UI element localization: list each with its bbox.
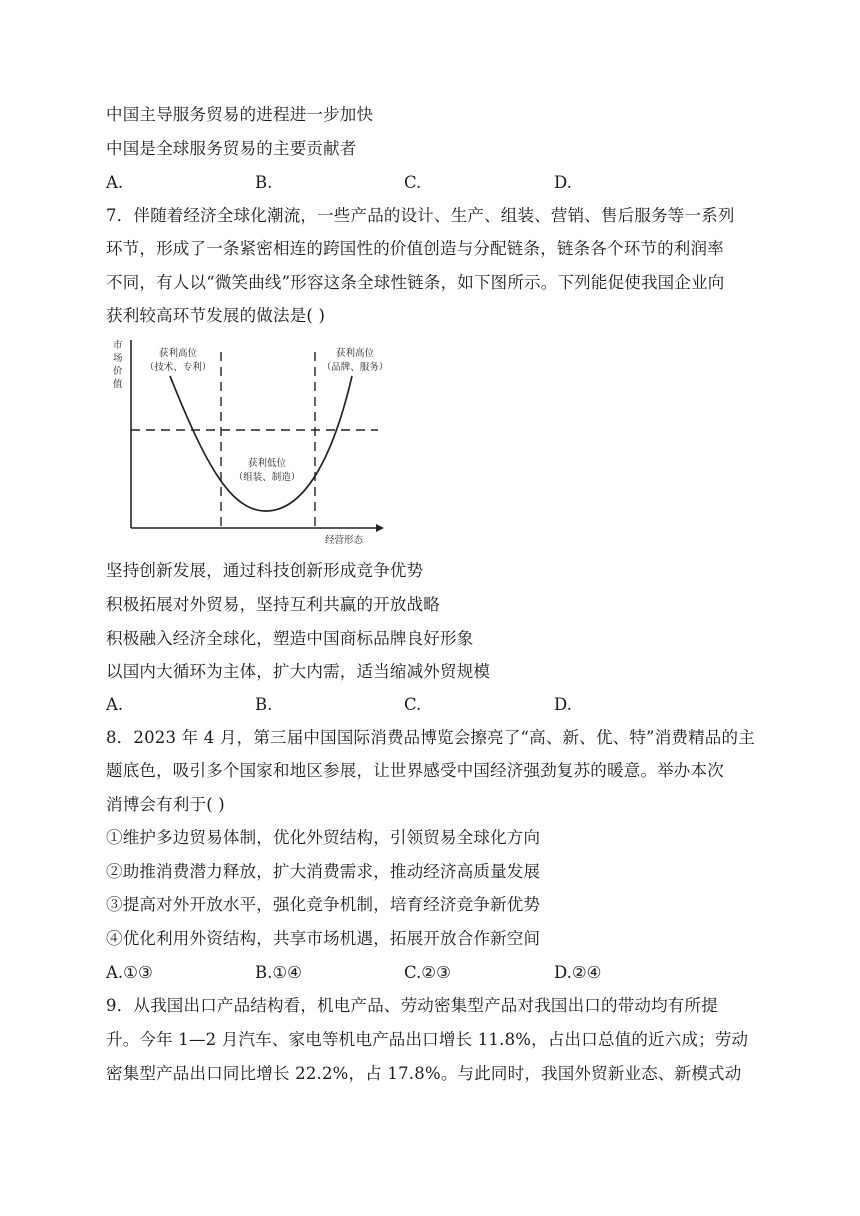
mid-low-sub: （组装、制造） bbox=[233, 472, 301, 483]
q8-stem-line-3: 消博会有利于( ) bbox=[106, 795, 225, 814]
q8-option-b: B.①④ bbox=[255, 963, 302, 982]
q6-item-3: 中国主导服务贸易的进程进一步加快 bbox=[106, 105, 374, 124]
q7-option-a: A. bbox=[106, 695, 124, 714]
q9-stem-line-3: 密集型产品出口同比增长 22.2%，占 17.8%。与此同时，我国外贸新业态、新模式动 bbox=[106, 1064, 742, 1083]
x-axis-label: 经营形态 bbox=[324, 535, 364, 546]
q7-stem-line-3: 不同，有人以“微笑曲线”形容这条全球性链条，如下图所示。下列能促使我国企业向 bbox=[106, 273, 725, 292]
y-axis-label-char-1: 市 bbox=[113, 340, 123, 351]
q7-stem-line-1: 7．伴随着经济全球化潮流，一些产品的设计、生产、组装、营销、售后服务等一系列 bbox=[106, 206, 735, 225]
y-axis-label-char-4: 值 bbox=[113, 379, 123, 390]
q7-option-d: D. bbox=[554, 695, 572, 714]
q7-item-4: 以国内大循环为主体，扩大内需，适当缩减外贸规模 bbox=[106, 662, 491, 681]
q6-option-d: D. bbox=[554, 173, 572, 192]
q8-option-c: C.②③ bbox=[404, 963, 451, 982]
q7-stem-line-4: 获利较高环节发展的做法是( ) bbox=[106, 306, 326, 325]
q8-option-d: D.②④ bbox=[554, 963, 602, 982]
q8-stem-line-2: 题底色，吸引多个国家和地区参展，让世界感受中国经济强劲复苏的暖意。举办本次 bbox=[106, 761, 724, 780]
left-high-sub: （技术、专利） bbox=[144, 362, 212, 373]
q7-option-c: C. bbox=[404, 695, 422, 714]
right-high-sub: （品牌、服务） bbox=[321, 362, 389, 373]
q7-stem-line-2: 环节，形成了一条紧密相连的跨国性的价值创造与分配链条，链条各个环节的利润率 bbox=[106, 239, 724, 258]
mid-low-label: 获利低位 bbox=[247, 458, 287, 469]
q9-stem-line-1: 9．从我国出口产品结构看，机电产品、劳动密集型产品对我国出口的带动均有所提 bbox=[106, 996, 718, 1015]
q7-item-2: 积极拓展对外贸易，坚持互利共赢的开放战略 bbox=[106, 595, 440, 614]
left-high-label: 获利高位 bbox=[158, 348, 198, 359]
q8-item-3: ③提高对外开放水平，强化竞争机制，培育经济竞争新优势 bbox=[106, 895, 541, 914]
q6-option-c: C. bbox=[404, 173, 422, 192]
q8-item-1: ①维护多边贸易体制，优化外贸结构，引领贸易全球化方向 bbox=[106, 828, 541, 847]
q8-stem-line-1: 8．2023 年 4 月，第三届中国国际消费品博览会擦亮了“高、新、优、特”消费精品的主 bbox=[106, 728, 755, 747]
q6-option-a: A. bbox=[106, 173, 124, 192]
q8-item-2: ②助推消费潜力释放，扩大消费需求，推动经济高质量发展 bbox=[106, 862, 541, 881]
smile-curve-figure bbox=[106, 336, 396, 550]
y-axis-label-char-2: 场 bbox=[113, 353, 123, 364]
y-axis-label-char-3: 价 bbox=[113, 366, 123, 377]
q7-item-1: 坚持创新发展，通过科技创新形成竞争优势 bbox=[106, 561, 424, 580]
q8-item-4: ④优化利用外资结构，共享市场机遇，拓展开放合作新空间 bbox=[106, 929, 541, 948]
q6-item-4: 中国是全球服务贸易的主要贡献者 bbox=[106, 139, 357, 158]
smile-curve bbox=[170, 376, 352, 511]
q9-stem-line-2: 升。今年 1—2 月汽车、家电等机电产品出口增长 11.8%，占出口总值的近六成；劳动 bbox=[106, 1030, 749, 1049]
x-axis-arrow bbox=[376, 524, 384, 532]
q7-item-3: 积极融入经济全球化，塑造中国商标品牌良好形象 bbox=[106, 629, 474, 648]
right-high-label: 获利高位 bbox=[335, 348, 375, 359]
q8-option-a: A.①③ bbox=[106, 963, 153, 982]
q6-option-b: B. bbox=[255, 173, 273, 192]
q7-option-b: B. bbox=[255, 695, 273, 714]
